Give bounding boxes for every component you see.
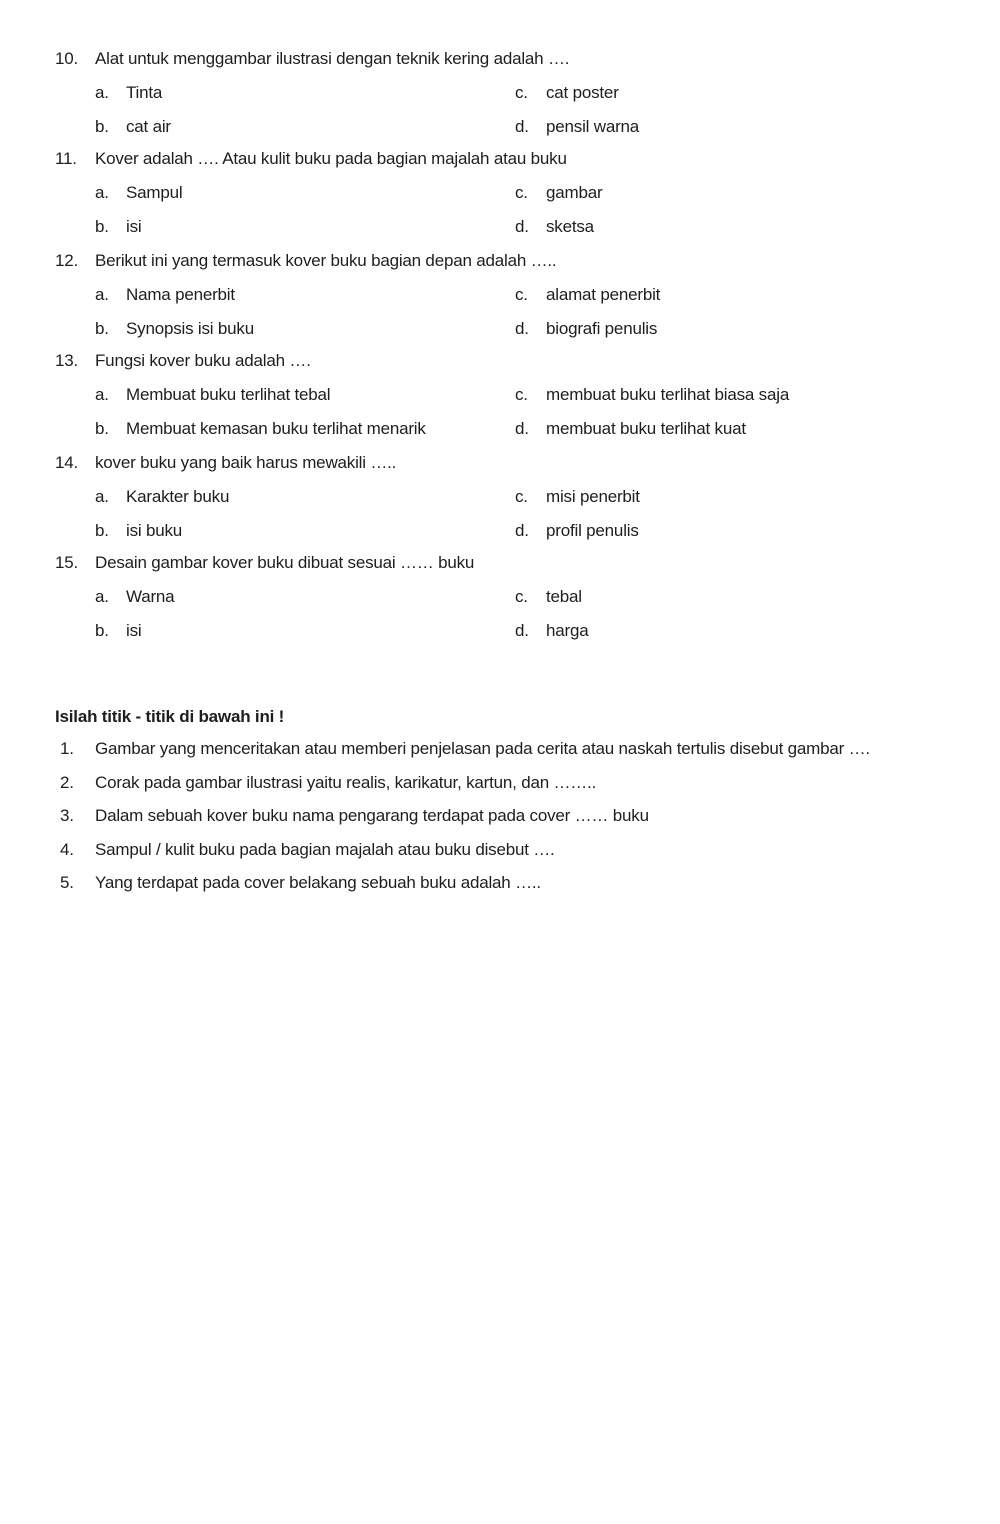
option-a[interactable] bbox=[95, 480, 229, 514]
option-letter: b. bbox=[95, 116, 109, 136]
option-c[interactable] bbox=[515, 580, 582, 614]
option-text: Karakter buku bbox=[126, 487, 230, 506]
option-c[interactable] bbox=[515, 378, 789, 412]
options-row bbox=[55, 312, 955, 346]
question-text: Kover adalah …. Atau kulit buku pada bagian majalah atau buku bbox=[95, 149, 567, 168]
item-number: 5. bbox=[60, 873, 74, 893]
option-d[interactable] bbox=[515, 514, 639, 548]
question-text: Berikut ini yang termasuk kover buku bagian depan adalah ….. bbox=[95, 251, 557, 270]
question-number: 14. bbox=[55, 453, 79, 472]
option-text: isi buku bbox=[126, 520, 183, 540]
item-number: 4. bbox=[60, 839, 74, 859]
item-text: Dalam sebuah kover buku nama pengarang terdapat pada cover …… buku bbox=[95, 806, 649, 826]
option-text: Warna bbox=[126, 587, 175, 606]
options-row bbox=[55, 378, 955, 412]
option-a[interactable] bbox=[95, 278, 235, 312]
option-letter: a. bbox=[95, 183, 109, 202]
question-stem bbox=[55, 546, 955, 580]
option-letter: d. bbox=[515, 318, 529, 338]
option-letter: b. bbox=[95, 216, 109, 236]
option-a[interactable] bbox=[95, 378, 330, 412]
question-number: 12. bbox=[55, 251, 79, 270]
option-text: misi penerbit bbox=[546, 487, 640, 506]
option-letter: d. bbox=[515, 116, 529, 136]
options-row bbox=[55, 514, 955, 548]
option-a[interactable] bbox=[95, 580, 174, 614]
option-text: alamat penerbit bbox=[546, 285, 661, 304]
option-b[interactable] bbox=[95, 412, 426, 446]
list-item bbox=[55, 799, 955, 833]
option-text: biografi penulis bbox=[546, 318, 658, 338]
question-15 bbox=[55, 546, 955, 647]
question-10 bbox=[55, 42, 955, 143]
question-stem bbox=[55, 344, 955, 378]
question-number: 13. bbox=[55, 351, 79, 370]
option-b[interactable] bbox=[95, 312, 254, 346]
option-letter: b. bbox=[95, 418, 109, 438]
option-a[interactable] bbox=[95, 76, 162, 110]
question-number: 15. bbox=[55, 553, 79, 572]
question-13 bbox=[55, 344, 955, 445]
option-letter: a. bbox=[95, 83, 109, 102]
option-letter: a. bbox=[95, 587, 109, 606]
item-number: 3. bbox=[60, 806, 74, 826]
list-item bbox=[55, 766, 955, 800]
option-letter: c. bbox=[515, 83, 528, 102]
option-d[interactable] bbox=[515, 110, 639, 144]
options-row bbox=[55, 614, 955, 648]
list-item bbox=[55, 833, 955, 867]
option-text: Nama penerbit bbox=[126, 285, 235, 304]
option-letter: b. bbox=[95, 318, 109, 338]
option-b[interactable] bbox=[95, 614, 141, 648]
question-text: kover buku yang baik harus mewakili ….. bbox=[95, 453, 397, 472]
options-row bbox=[55, 278, 955, 312]
option-b[interactable] bbox=[95, 210, 141, 244]
option-text: isi bbox=[126, 216, 142, 236]
option-text: cat air bbox=[126, 116, 171, 136]
option-letter: a. bbox=[95, 487, 109, 506]
option-text: membuat buku terlihat kuat bbox=[546, 418, 746, 438]
option-letter: c. bbox=[515, 183, 528, 202]
option-d[interactable] bbox=[515, 312, 657, 346]
option-a[interactable] bbox=[95, 176, 182, 210]
list-item bbox=[55, 732, 955, 766]
option-text: tebal bbox=[546, 587, 582, 606]
option-text: Sampul bbox=[126, 183, 183, 202]
option-letter: c. bbox=[515, 385, 528, 404]
option-text: isi bbox=[126, 620, 142, 640]
option-text: Membuat kemasan buku terlihat menarik bbox=[126, 418, 426, 438]
option-text: profil penulis bbox=[546, 520, 639, 540]
section-title: Isilah titik - titik di bawah ini ! bbox=[55, 707, 285, 726]
item-text: Yang terdapat pada cover belakang sebuah buku adalah ….. bbox=[95, 873, 541, 893]
option-letter: d. bbox=[515, 620, 529, 640]
question-text: Fungsi kover buku adalah …. bbox=[95, 351, 311, 370]
question-number: 11. bbox=[55, 149, 77, 168]
option-d[interactable] bbox=[515, 210, 594, 244]
option-letter: a. bbox=[95, 385, 109, 404]
options-row bbox=[55, 412, 955, 446]
option-text: pensil warna bbox=[546, 116, 640, 136]
option-letter: c. bbox=[515, 487, 528, 506]
options-row bbox=[55, 110, 955, 144]
question-stem bbox=[55, 446, 955, 480]
option-c[interactable] bbox=[515, 176, 602, 210]
option-text: harga bbox=[546, 620, 589, 640]
option-text: Tinta bbox=[126, 83, 163, 102]
option-letter: d. bbox=[515, 418, 529, 438]
item-text: Corak pada gambar ilustrasi yaitu realis, karikatur, kartun, dan …….. bbox=[95, 772, 597, 792]
option-letter: b. bbox=[95, 520, 109, 540]
question-stem bbox=[55, 42, 955, 76]
option-letter: c. bbox=[515, 285, 528, 304]
question-stem bbox=[55, 142, 955, 176]
list-item bbox=[55, 866, 955, 900]
item-text: Gambar yang menceritakan atau memberi penjelasan pada cerita atau naskah tertulis disebut gambar …. bbox=[95, 739, 870, 758]
option-text: membuat buku terlihat biasa saja bbox=[546, 385, 790, 404]
question-text: Desain gambar kover buku dibuat sesuai …… buku bbox=[95, 553, 475, 572]
option-c[interactable] bbox=[515, 278, 660, 312]
item-number: 1. bbox=[60, 739, 74, 758]
option-letter: c. bbox=[515, 587, 528, 606]
option-letter: a. bbox=[95, 285, 109, 304]
question-stem bbox=[55, 244, 955, 278]
question-11 bbox=[55, 142, 955, 243]
question-number: 10. bbox=[55, 49, 79, 68]
question-12 bbox=[55, 244, 955, 345]
question-text: Alat untuk menggambar ilustrasi dengan teknik kering adalah …. bbox=[95, 49, 570, 68]
options-row bbox=[55, 176, 955, 210]
option-c[interactable] bbox=[515, 480, 640, 514]
question-14 bbox=[55, 446, 955, 547]
option-d[interactable] bbox=[515, 614, 588, 648]
options-row bbox=[55, 480, 955, 514]
option-text: cat poster bbox=[546, 83, 619, 102]
option-d[interactable] bbox=[515, 412, 746, 446]
option-text: Synopsis isi buku bbox=[126, 318, 254, 338]
option-text: sketsa bbox=[546, 216, 594, 236]
option-b[interactable] bbox=[95, 514, 182, 548]
options-row bbox=[55, 210, 955, 244]
option-letter: d. bbox=[515, 216, 529, 236]
option-text: Membuat buku terlihat tebal bbox=[126, 385, 331, 404]
option-b[interactable] bbox=[95, 110, 171, 144]
option-c[interactable] bbox=[515, 76, 619, 110]
options-row bbox=[55, 76, 955, 110]
item-text: Sampul / kulit buku pada bagian majalah atau buku disebut …. bbox=[95, 839, 555, 859]
option-text: gambar bbox=[546, 183, 603, 202]
fill-in-list bbox=[55, 732, 955, 900]
item-number: 2. bbox=[60, 772, 74, 792]
option-letter: b. bbox=[95, 620, 109, 640]
option-letter: d. bbox=[515, 520, 529, 540]
options-row bbox=[55, 580, 955, 614]
